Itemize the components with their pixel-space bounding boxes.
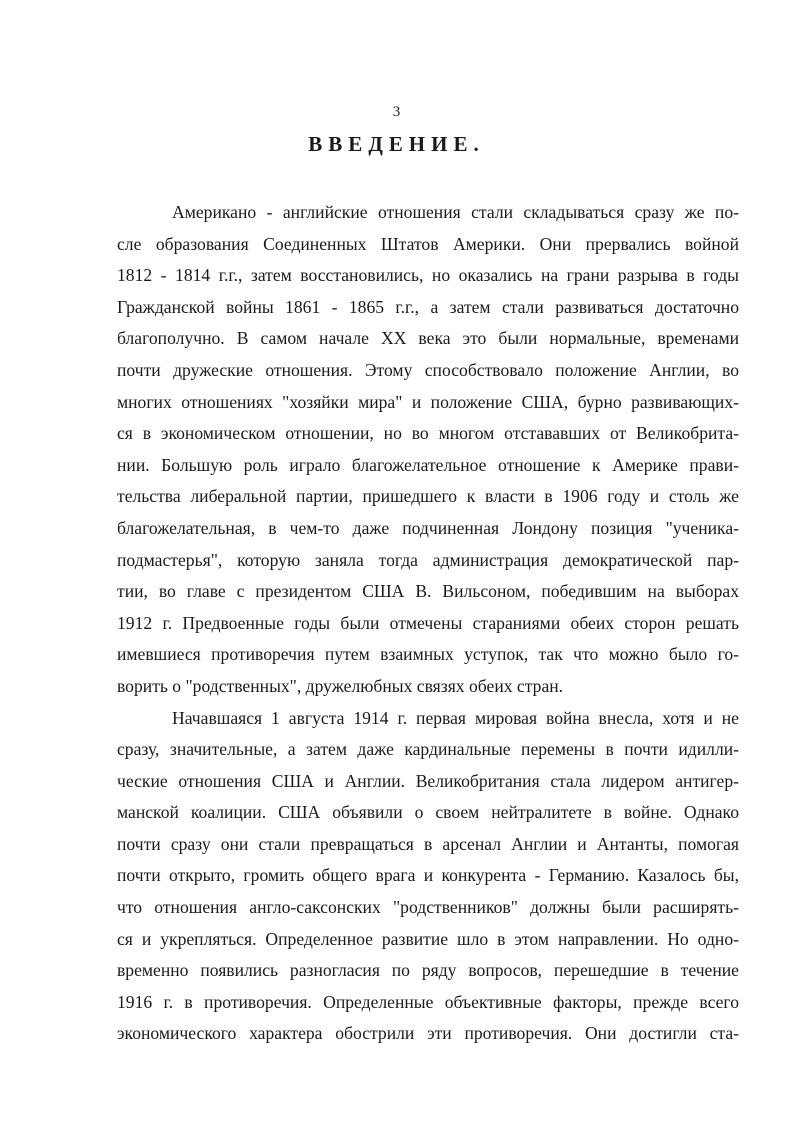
text-line: временно появились разногласия по ряду вопросов, перешедшие в течение <box>117 960 739 981</box>
text-line: нии. Большую роль играло благожелательное отношение к Америке прави- <box>117 454 739 475</box>
text-line: имевшиеся противоречия путем взаимных уступок, так что можно было го- <box>117 644 739 665</box>
paragraph <box>117 197 739 703</box>
text-line: Американо - английские отношения стали складываться сразу же по- <box>172 202 739 222</box>
page-title: ВВЕДЕНИЕ. <box>308 132 485 156</box>
text-line: подмастерья", которую заняла тогда администрация демократической пар- <box>117 549 739 570</box>
text-line: Гражданской войны 1861 - 1865 г.г., а затем стали развиваться достаточно <box>117 296 739 317</box>
text-line: манской коалиции. США объявили о своем нейтралитете в войне. Однако <box>117 802 739 823</box>
text-line: благополучно. В самом начале XX века это были нормальные, временами <box>117 328 739 349</box>
text-line: почти дружеские отношения. Этому способствовало положение Англии, во <box>117 359 739 380</box>
text-line: почти открыто, громить общего врага и конкурента - Германию. Казалось бы, <box>117 865 739 886</box>
text-line: 1812 - 1814 г.г., затем восстановились, но оказались на грани разрыва в годы <box>117 265 739 286</box>
text-line: экономического характера обострили эти противоречия. Они достигли ста- <box>117 1023 739 1044</box>
paragraph <box>117 703 739 1051</box>
page-number: 3 <box>392 104 401 120</box>
text-line: ся и укрепляться. Определенное развитие шло в этом направлении. Но одно- <box>117 928 739 949</box>
text-line: ческие отношения США и Англии. Великобритания стала лидером антигер- <box>117 770 739 791</box>
body-text <box>117 197 739 1050</box>
text-line: ся в экономическом отношении, но во многом отстававших от Великобрита- <box>117 423 739 444</box>
text-line: Начавшаяся 1 августа 1914 г. первая мировая война внесла, хотя и не <box>172 707 739 728</box>
text-line: многих отношениях "хозяйки мира" и положение США, бурно развивающих- <box>117 391 739 412</box>
text-line: ворить о "родственных", дружелюбных связях обеих стран. <box>117 675 564 696</box>
text-line: 1912 г. Предвоенные годы были отмечены стараниями обеих сторон решать <box>117 612 739 633</box>
text-line: почти сразу они стали превращаться в арсенал Англии и Антанты, помогая <box>117 833 739 854</box>
text-line: тельства либеральной партии, пришедшего к власти в 1906 году и столь же <box>117 486 739 507</box>
text-line: что отношения англо-саксонских "родственников" должны были расширять- <box>117 897 739 918</box>
text-line: благожелательная, в чем-то даже подчиненная Лондону позиция "ученика- <box>117 517 739 538</box>
text-line: сразу, значительные, а затем даже кардинальные перемены в почти идилли- <box>117 739 739 760</box>
text-line: 1916 г. в противоречия. Определенные объективные факторы, прежде всего <box>117 991 739 1012</box>
text-line: тии, во главе с президентом США В. Вильсоном, победившим на выборах <box>117 581 739 602</box>
text-line: сле образования Соединенных Штатов Америки. Они прервались войной <box>117 233 739 254</box>
